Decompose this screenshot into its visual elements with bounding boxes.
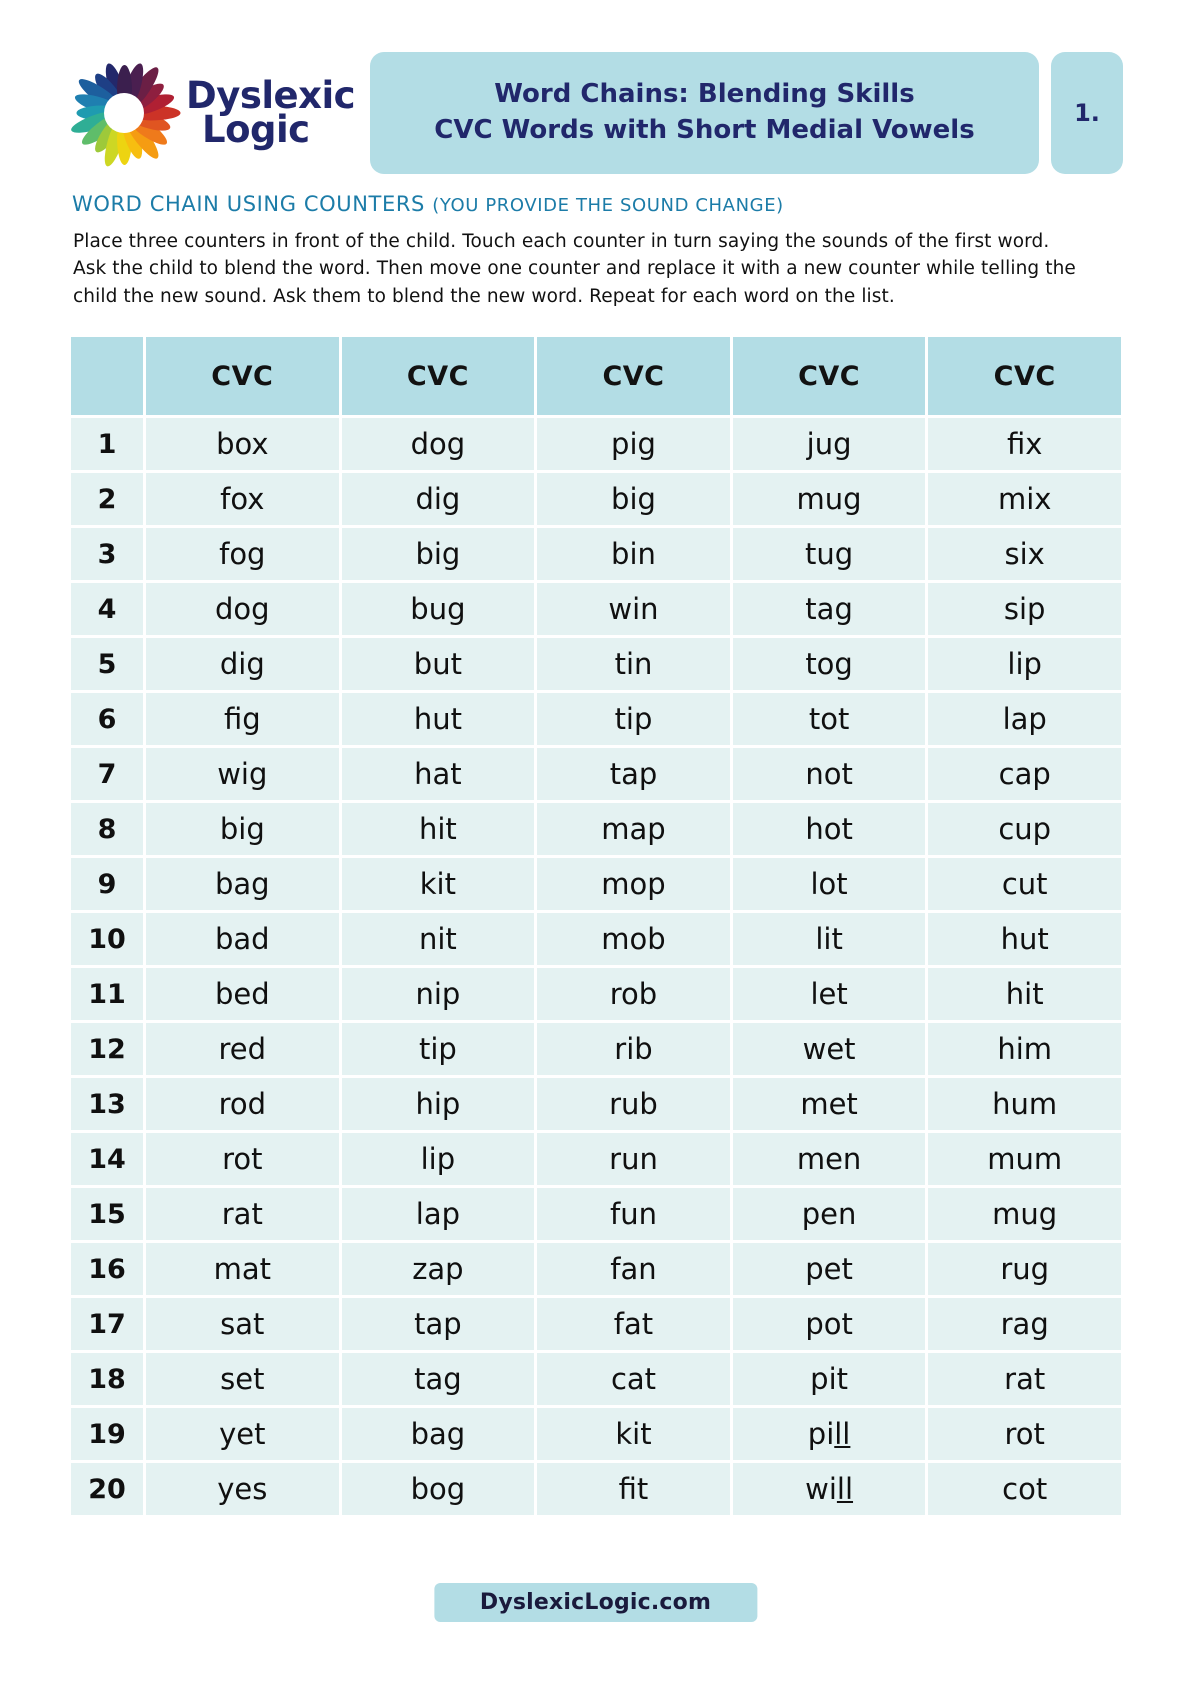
word-cell: cut [928,858,1121,910]
word-cell: yes [146,1463,339,1515]
word-cell: hit [342,803,535,855]
word-cell: rod [146,1078,339,1130]
word-cell: wet [733,1023,926,1075]
word-chain-table-wrap [68,334,1124,1518]
row-number: 14 [71,1133,143,1185]
word-chain-table [68,334,1124,1518]
row-number: 11 [71,968,143,1020]
table-row [71,1408,1121,1460]
word-cell: wig [146,748,339,800]
word-cell: fox [146,473,339,525]
word-cell: lap [342,1188,535,1240]
page-number-badge [1051,52,1123,174]
word-cell: mop [537,858,730,910]
word-cell: mix [928,473,1121,525]
word-cell: kit [342,858,535,910]
word-cell: kit [537,1408,730,1460]
word-cell: hat [342,748,535,800]
row-number: 20 [71,1463,143,1515]
row-number: 2 [71,473,143,525]
brand-wordmark [186,73,356,151]
word-cell: zap [342,1243,535,1295]
word-cell: bag [146,858,339,910]
row-number: 17 [71,1298,143,1350]
word-cell: nit [342,913,535,965]
title-line-2: CVC Words with Short Medial Vowels [434,115,975,145]
brand-name-line1: Dyslexic [186,73,356,117]
title-line-1: Word Chains: Blending Skills [494,79,915,110]
word-cell: yet [146,1408,339,1460]
word-cell: hit [928,968,1121,1020]
table-row [71,418,1121,470]
word-cell: mum [928,1133,1121,1185]
word-cell: pit [733,1353,926,1405]
word-cell: pet [733,1243,926,1295]
column-header-cvc-1: CVC [146,337,339,415]
word-cell: hip [342,1078,535,1130]
word-cell: lot [733,858,926,910]
row-number: 13 [71,1078,143,1130]
word-cell: fit [537,1463,730,1515]
row-number: 6 [71,693,143,745]
word-cell: rat [146,1188,339,1240]
word-cell: lit [733,913,926,965]
table-row [71,1463,1121,1515]
word-cell: mat [146,1243,339,1295]
section-subtitle [72,192,784,216]
column-header-cvc-2: CVC [342,337,535,415]
row-number: 9 [71,858,143,910]
word-cell: rob [537,968,730,1020]
table-row [71,1133,1121,1185]
word-cell: lip [342,1133,535,1185]
column-header-cvc-3: CVC [537,337,730,415]
word-cell: lip [928,638,1121,690]
word-cell: dog [342,418,535,470]
word-cell: map [537,803,730,855]
table-row [71,858,1121,910]
word-cell: bed [146,968,339,1020]
brand-name-line2: Logic [202,108,310,151]
word-cell: tag [342,1353,535,1405]
word-cell: sip [928,583,1121,635]
page-header [68,52,1123,174]
table-row [71,1078,1121,1130]
word-cell: win [537,583,730,635]
table-row [71,1243,1121,1295]
column-header-cvc-5: CVC [928,337,1121,415]
row-number: 15 [71,1188,143,1240]
word-cell: mug [733,473,926,525]
word-cell: dog [146,583,339,635]
word-cell: tap [342,1298,535,1350]
word-cell: tip [537,693,730,745]
word-cell: dig [146,638,339,690]
word-cell: cup [928,803,1121,855]
table-header-row [71,337,1121,415]
word-cell: box [146,418,339,470]
page-number-label: 1. [1074,99,1100,127]
word-cell: tot [733,693,926,745]
row-number: 12 [71,1023,143,1075]
row-number: 1 [71,418,143,470]
word-cell: fun [537,1188,730,1240]
table-header [71,337,1121,415]
word-cell: but [342,638,535,690]
word-cell: pen [733,1188,926,1240]
table-row [71,528,1121,580]
word-cell: big [342,528,535,580]
word-cell: cot [928,1463,1121,1515]
row-number: 19 [71,1408,143,1460]
word-cell: run [537,1133,730,1185]
row-number: 5 [71,638,143,690]
word-cell: big [537,473,730,525]
word-cell: cat [537,1353,730,1405]
row-number: 3 [71,528,143,580]
column-header-cvc-4: CVC [733,337,926,415]
word-cell: rug [928,1243,1121,1295]
word-cell: fan [537,1243,730,1295]
table-row [71,473,1121,525]
word-cell: mug [928,1188,1121,1240]
word-cell: red [146,1023,339,1075]
header-corner-cell [71,337,143,415]
word-cell: not [733,748,926,800]
word-cell: bag [342,1408,535,1460]
table-row [71,583,1121,635]
instruction-paragraph: Place three counters in front of the child. Touch each counter in turn saying the sounds of the first word. Ask the child to blend the word. Then move one counter and replace it with a new counter while telling the child the new sound. Ask them to blend the new word. Repeat for each word on the list. [73,231,1076,307]
word-cell: lap [928,693,1121,745]
word-cell: hut [342,693,535,745]
word-cell: tip [342,1023,535,1075]
word-cell: rot [928,1408,1121,1460]
word-cell: nip [342,968,535,1020]
table-row [71,913,1121,965]
word-cell: rat [928,1353,1121,1405]
word-cell: fog [146,528,339,580]
table-row [71,638,1121,690]
word-cell: rot [146,1133,339,1185]
table-row [71,1353,1121,1405]
subtitle-main: WORD CHAIN USING COUNTERS [72,192,433,216]
word-cell: dig [342,473,535,525]
table-row [71,693,1121,745]
row-number: 4 [71,583,143,635]
word-cell: set [146,1353,339,1405]
word-cell: sat [146,1298,339,1350]
underlined-digraph: ll [834,1417,851,1451]
table-body [71,418,1121,1515]
row-number: 7 [71,748,143,800]
table-row [71,1188,1121,1240]
word-cell: bog [342,1463,535,1515]
word-cell: hot [733,803,926,855]
table-row [71,1298,1121,1350]
word-cell: six [928,528,1121,580]
word-cell: pig [537,418,730,470]
table-row [71,803,1121,855]
word-cell: mob [537,913,730,965]
word-cell: fix [928,418,1121,470]
logo-center [104,93,144,133]
footer-website-label: DyslexicLogic.com [479,1590,712,1615]
word-cell: pot [733,1298,926,1350]
subtitle-paren: (YOU PROVIDE THE SOUND CHANGE) [432,195,784,216]
word-cell: pill [733,1408,926,1460]
brand-logo [68,52,358,174]
table-row [71,748,1121,800]
row-number: 16 [71,1243,143,1295]
word-cell: tap [537,748,730,800]
word-cell: met [733,1078,926,1130]
word-cell: tog [733,638,926,690]
word-cell: bin [537,528,730,580]
table-row [71,968,1121,1020]
word-cell: him [928,1023,1121,1075]
word-cell: fat [537,1298,730,1350]
word-cell: cap [928,748,1121,800]
word-cell: rag [928,1298,1121,1350]
underlined-digraph: ll [836,1472,854,1506]
word-cell: tin [537,638,730,690]
word-cell: will [733,1463,926,1515]
pinwheel-flower-icon [68,57,180,169]
word-cell: jug [733,418,926,470]
word-cell: tug [733,528,926,580]
footer-website-badge[interactable] [434,1583,757,1622]
row-number: 18 [71,1353,143,1405]
word-cell: let [733,968,926,1020]
row-number: 10 [71,913,143,965]
word-cell: rub [537,1078,730,1130]
word-cell: rib [537,1023,730,1075]
table-row [71,1023,1121,1075]
worksheet-title [370,52,1039,174]
word-cell: fig [146,693,339,745]
word-cell: men [733,1133,926,1185]
word-cell: hut [928,913,1121,965]
word-cell: bad [146,913,339,965]
word-cell: bug [342,583,535,635]
word-cell: hum [928,1078,1121,1130]
row-number: 8 [71,803,143,855]
word-cell: tag [733,583,926,635]
word-cell: big [146,803,339,855]
